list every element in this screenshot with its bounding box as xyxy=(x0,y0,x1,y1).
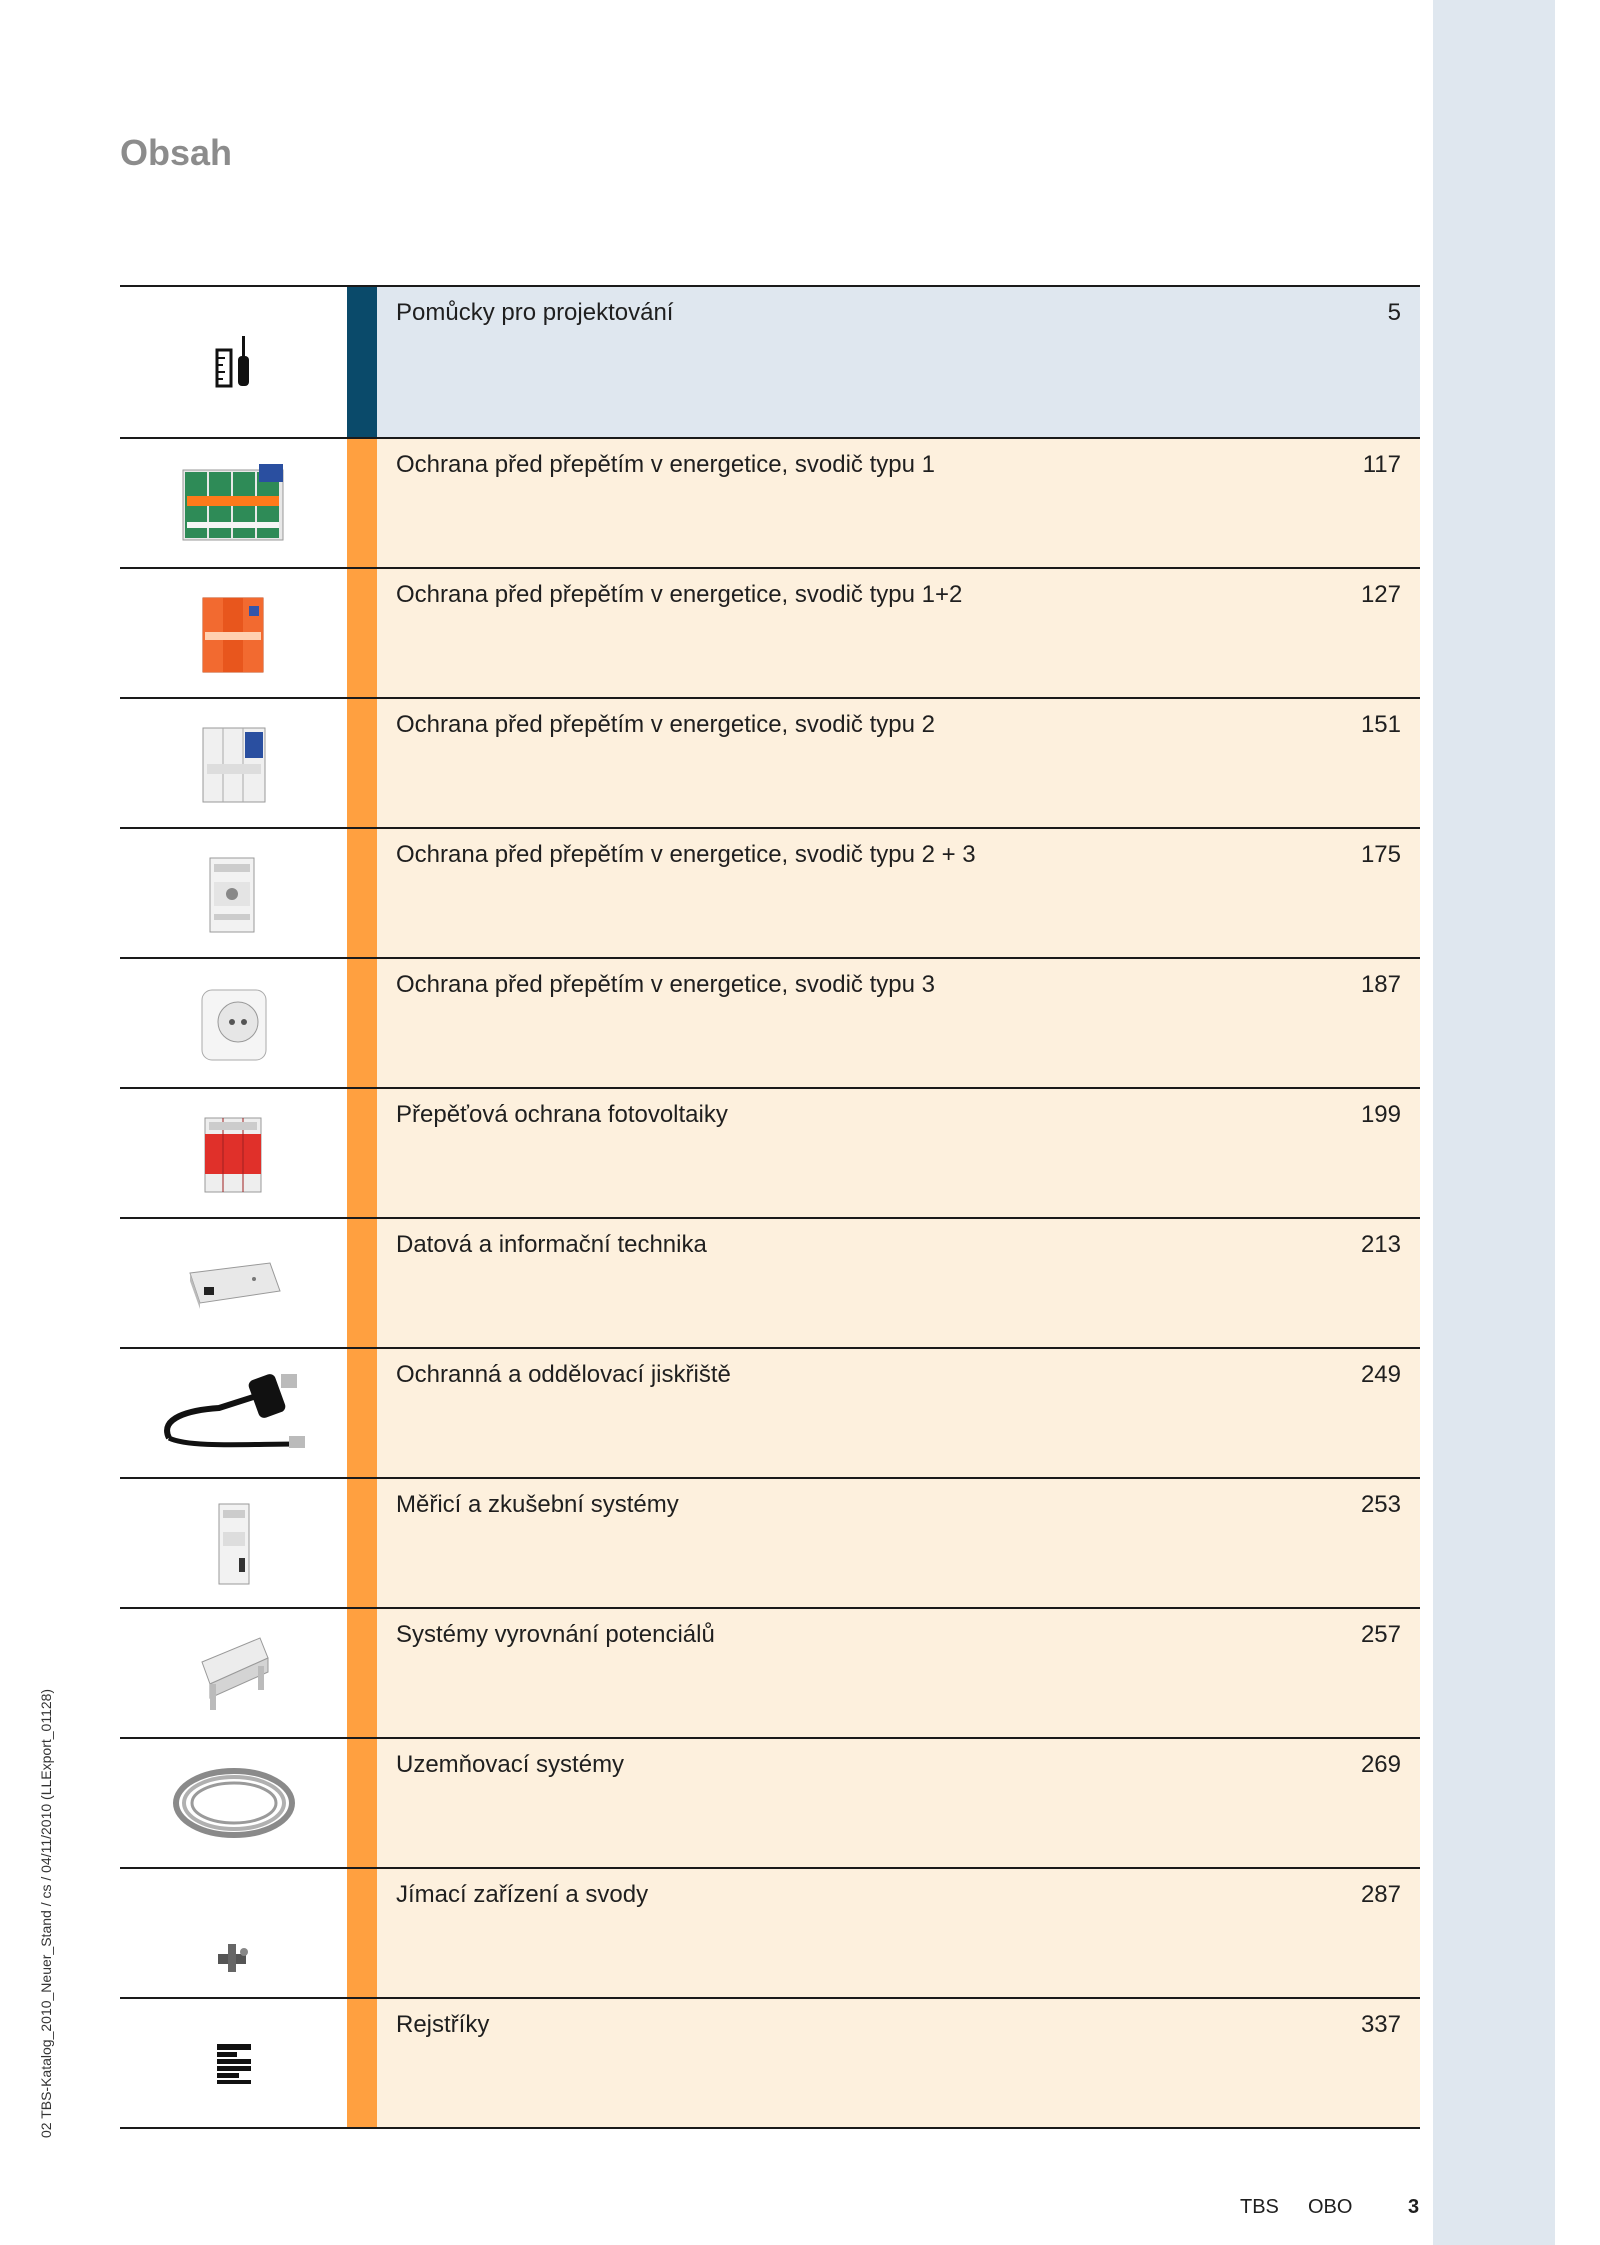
toc-label[interactable]: Ochrana před přepětím v energetice, svodič typu 1+2 xyxy=(396,581,963,608)
toc-label[interactable]: Ochrana před přepětím v energetice, svodič typu 2 + 3 xyxy=(396,841,976,868)
toc-panel xyxy=(377,1609,1420,1737)
ruler-screwdriver-icon xyxy=(120,287,348,437)
index-icon xyxy=(120,1999,348,2127)
toc-panel xyxy=(377,569,1420,697)
spark-gap-icon xyxy=(120,1349,348,1477)
toc-panel xyxy=(377,1999,1420,2127)
toc-row[interactable] xyxy=(120,1737,1420,1867)
section-color-strip xyxy=(347,1349,377,1477)
toc-page-number[interactable]: 199 xyxy=(1360,1101,1401,1128)
toc-label[interactable]: Pomůcky pro projektování xyxy=(396,299,674,326)
toc-page-number[interactable]: 151 xyxy=(1360,711,1401,738)
toc-row[interactable] xyxy=(120,1217,1420,1347)
section-color-strip xyxy=(347,1479,377,1607)
toc-panel xyxy=(377,959,1420,1087)
section-color-strip xyxy=(347,699,377,827)
toc-page-number[interactable]: 287 xyxy=(1360,1881,1401,1908)
toc-label[interactable]: Datová a informační technika xyxy=(396,1231,707,1258)
section-color-strip xyxy=(347,1739,377,1867)
surge-arrester-type2-icon xyxy=(120,699,348,827)
section-color-strip xyxy=(347,1999,377,2127)
toc-panel xyxy=(377,287,1420,437)
toc-row[interactable] xyxy=(120,567,1420,697)
toc-label[interactable]: Systémy vyrovnání potenciálů xyxy=(396,1621,715,1648)
toc-page-number[interactable]: 269 xyxy=(1360,1751,1401,1778)
toc-page-number[interactable]: 253 xyxy=(1360,1491,1401,1518)
toc-panel xyxy=(377,1869,1420,1997)
toc-page-number[interactable]: 5 xyxy=(1387,299,1401,326)
toc-page-number[interactable]: 213 xyxy=(1360,1231,1401,1258)
toc-page-number[interactable]: 257 xyxy=(1360,1621,1401,1648)
surge-arrester-type23-icon xyxy=(120,829,348,957)
section-color-strip xyxy=(347,287,377,437)
toc-row[interactable] xyxy=(120,437,1420,567)
toc-label[interactable]: Ochrana před přepětím v energetice, svodič typu 2 xyxy=(396,711,935,738)
toc-panel xyxy=(377,1479,1420,1607)
toc-page-number[interactable]: 337 xyxy=(1360,2011,1401,2038)
surge-arrester-type12-icon xyxy=(120,569,348,697)
toc-panel xyxy=(377,1739,1420,1867)
footer-page-number: 3 xyxy=(1408,2196,1420,2218)
toc-row[interactable] xyxy=(120,1347,1420,1477)
socket-adapter-icon xyxy=(120,959,348,1087)
clamp-icon xyxy=(120,1869,348,1997)
surge-arrester-type1-icon xyxy=(120,439,348,567)
section-color-strip xyxy=(347,959,377,1087)
toc-page-number[interactable]: 249 xyxy=(1360,1361,1401,1388)
section-color-strip xyxy=(347,829,377,957)
toc-label[interactable]: Ochrana před přepětím v energetice, svodič typu 3 xyxy=(396,971,935,998)
section-color-strip xyxy=(347,1609,377,1737)
toc-row[interactable] xyxy=(120,1087,1420,1217)
toc-label[interactable]: Uzemňovací systémy xyxy=(396,1751,625,1778)
side-print-info: 02 TBS-Katalog_2010_Neuer_Stand / cs / 04/11/2010 (LLExport_01128) xyxy=(38,1688,54,2138)
toc-panel xyxy=(377,829,1420,957)
section-color-strip xyxy=(347,1089,377,1217)
toc-row[interactable] xyxy=(120,1607,1420,1737)
toc-label[interactable]: Přepěťová ochrana fotovoltaiky xyxy=(396,1101,728,1128)
equipotential-bar-icon xyxy=(120,1609,348,1737)
toc-row[interactable] xyxy=(120,827,1420,957)
footer-tbs: TBS xyxy=(1240,2196,1279,2218)
section-color-strip xyxy=(347,569,377,697)
earthing-coil-icon xyxy=(120,1739,348,1867)
toc-panel xyxy=(377,1089,1420,1217)
test-device-icon xyxy=(120,1479,348,1607)
toc-page-number[interactable]: 117 xyxy=(1362,451,1401,478)
toc-label[interactable]: Rejstříky xyxy=(396,2011,490,2038)
section-color-strip xyxy=(347,439,377,567)
pv-protection-icon xyxy=(120,1089,348,1217)
toc-label[interactable]: Ochrana před přepětím v energetice, svodič typu 1 xyxy=(396,451,935,478)
toc-row[interactable] xyxy=(120,1867,1420,1997)
toc-panel xyxy=(377,439,1420,567)
table-of-contents xyxy=(120,285,1420,2129)
toc-label[interactable]: Měřicí a zkušební systémy xyxy=(396,1491,679,1518)
data-protector-icon xyxy=(120,1219,348,1347)
toc-page-number[interactable]: 187 xyxy=(1360,971,1401,998)
section-color-strip xyxy=(347,1869,377,1997)
toc-label[interactable]: Ochranná a oddělovací jiskřiště xyxy=(396,1361,731,1388)
toc-row[interactable] xyxy=(120,285,1420,437)
section-color-strip xyxy=(347,1219,377,1347)
toc-panel xyxy=(377,1349,1420,1477)
page-title: Obsah xyxy=(120,132,233,173)
right-margin-band xyxy=(1433,0,1555,2245)
toc-label[interactable]: Jímací zařízení a svody xyxy=(396,1881,649,1908)
footer-obo: OBO xyxy=(1308,2196,1353,2218)
toc-row[interactable] xyxy=(120,957,1420,1087)
toc-row[interactable] xyxy=(120,1477,1420,1607)
toc-panel xyxy=(377,699,1420,827)
toc-row[interactable] xyxy=(120,697,1420,827)
toc-page-number[interactable]: 127 xyxy=(1360,581,1401,608)
toc-panel xyxy=(377,1219,1420,1347)
toc-row[interactable] xyxy=(120,1997,1420,2129)
toc-page-number[interactable]: 175 xyxy=(1360,841,1401,868)
